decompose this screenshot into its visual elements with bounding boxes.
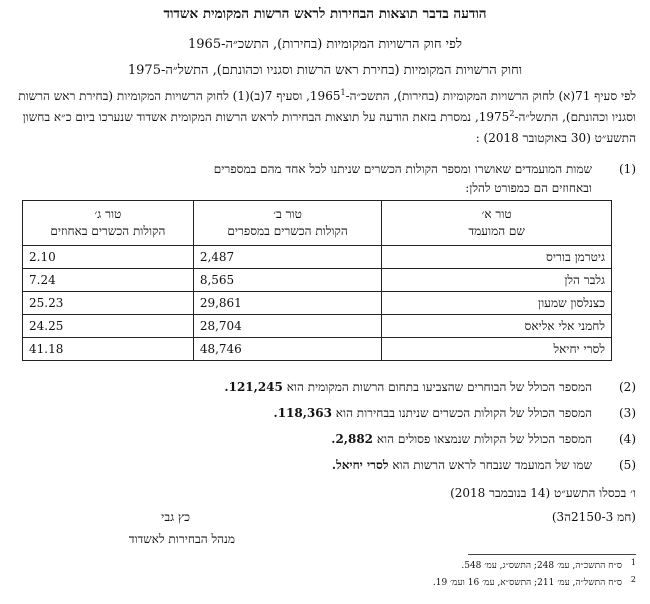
footnote-2: ס״ח התשל״ה, עמ׳ 211; התשס״א, עמ׳ 16 ועמ׳ 19. — [432, 578, 622, 588]
candidate-name: לסרי יחיאל — [382, 338, 612, 361]
col-a-header: טור א׳ שם המועמד — [382, 201, 612, 246]
results-table — [22, 200, 612, 361]
footnote-2-mark: 2 — [630, 575, 636, 584]
total-valid-votes: 118,363. — [273, 406, 332, 420]
footnote-separator — [468, 554, 636, 555]
table-row — [23, 246, 612, 269]
candidate-name: גיטרמן בוריס — [382, 246, 612, 269]
law-line-1: לפי חוק הרשויות המקומיות (בחירות), התשכ״ה-1965 — [188, 37, 462, 52]
valid-votes: 48,746 — [193, 338, 381, 361]
results-table-header — [23, 201, 612, 246]
vote-percent: 25.23 — [23, 292, 194, 315]
valid-votes: 2,487 — [193, 246, 381, 269]
notice-title: הודעה בדבר תוצאות הבחירות לראש הרשות המקומית אשדוד — [163, 6, 487, 22]
footnote-1-mark: 1 — [630, 558, 636, 567]
candidate-name: גלבר הלן — [382, 269, 612, 292]
valid-votes: 29,861 — [193, 292, 381, 315]
table-row — [23, 338, 612, 361]
notice-date: ו׳ בכסלו התשע״ט (14 בנובמבר 2018) — [450, 486, 636, 500]
vote-percent: 24.25 — [23, 315, 194, 338]
intro-paragraph: לפי סעיף 71(א) לחוק הרשויות המקומיות (בחירות), התשכ״ה-1965$^1$, וסעיף 7(ב)(1) לחוק הרשויות המקומיות (בחירת ראש הרשות וסגניו וכהונתם), התשל״ה-1975$^2$, נמסרת בזאת הודעה על תוצאות הבחירות לראש הרשות המקומית אשדוד שנערכו ביום כ״א בחשון התשע״ט (30 באוקטובר 2018) : — [18, 88, 636, 145]
reference-number: (חמ 2150-3ה3) — [551, 510, 636, 524]
election-results-notice: הודעה בדבר תוצאות הבחירות לראש הרשות המקומית אשדוד לפי חוק הרשויות המקומיות (בחירות), התשכ״ה-1965 וחוק הרשויות המקומיות (בחירת ראש הרשות וסגניו וכהונתם), התשל״ה-1975 לפי סעיף 71(א) לחוק הרשויות המקומיות (בחירות), התשכ״ה-1965$^1$, וסעיף 7(ב)(1) לחוק הרשויות המקומיות (בחירת ראש הרשות וסגניו וכהונתם), התשל״ה-1975$^2$, נמסרת בזאת הודעה על תוצאות הבחירות לראש הרשות המקומית אשדוד שנערכו ביום כ״א בחשון התשע״ט (30 באוקטובר 2018) : (1) שמות המועמדים שאושרו ומספר הקולות הכשרים שניתנו לכל אחד מהם במספרים ובאחוזים הם כמפורט להלן: טור א׳ שם המועמד טור ב׳ הקולות הכשרים במספרים טור ג׳ הקולות הכשרים באחוזים גיטרמן בוריס 2,487 2.10 גלבר הלן 8,565 7.24 כצנלסון שמעון 29,861 25.23 לחמני אלי אליאס 28,704 24.25 לסרי יחיאל 48,746 41.18 (2) המספר הכולל של הבוחרים שהצביעו בתחום הרשות המקומית הוא 121,245. (3) המספר הכולל של הקולות הכשרים שניתנו בבחירות הוא 118,363. (4) המספר הכולל של הקולות שנמצאו פסולים הוא 2,882. (5) שמו של המועמד שנבחר לראש הרשות הוא לסרי יחיאל. ו׳ בכסלו התשע״ט (14 בנובמבר 2018) (חמ 2150-3ה3) כץ גבי מנהל הבחירות לאשדוד ס״ח התשכ״ה, עמ׳ 248; התשס״ג, עמ׳ 548. 1 ס״ח התשל״ה, עמ׳ 211; התשס״א, עמ׳ 16 ועמ׳ 19. 2 — [0, 0, 650, 604]
vote-percent: 7.24 — [23, 269, 194, 292]
col-b-header: טור ב׳ הקולות הכשרים במספרים — [193, 201, 381, 246]
footnote-1: ס״ח התשכ״ה, עמ׳ 248; התשס״ג, עמ׳ 548. — [461, 561, 622, 571]
total-voters: 121,245. — [224, 380, 283, 394]
valid-votes: 28,704 — [193, 315, 381, 338]
table-row — [23, 315, 612, 338]
law-line-2: וחוק הרשויות המקומיות (בחירת ראש הרשות וסגניו וכהונתם), התשל״ה-1975 — [127, 63, 523, 78]
signatory-name: כץ גבי — [161, 510, 190, 524]
table-row — [23, 269, 612, 292]
candidate-name: לחמני אלי אליאס — [382, 315, 612, 338]
vote-percent: 2.10 — [23, 246, 194, 269]
elected-mayor: לסרי יחיאל. — [331, 458, 389, 472]
col-c-header: טור ג׳ הקולות הכשרים באחוזים — [23, 201, 194, 246]
table-row — [23, 292, 612, 315]
vote-percent: 41.18 — [23, 338, 194, 361]
invalid-votes: 2,882. — [331, 432, 374, 446]
valid-votes: 8,565 — [193, 269, 381, 292]
signatory-title: מנהל הבחירות לאשדוד — [128, 532, 235, 546]
candidate-name: כצנלסון שמעון — [382, 292, 612, 315]
